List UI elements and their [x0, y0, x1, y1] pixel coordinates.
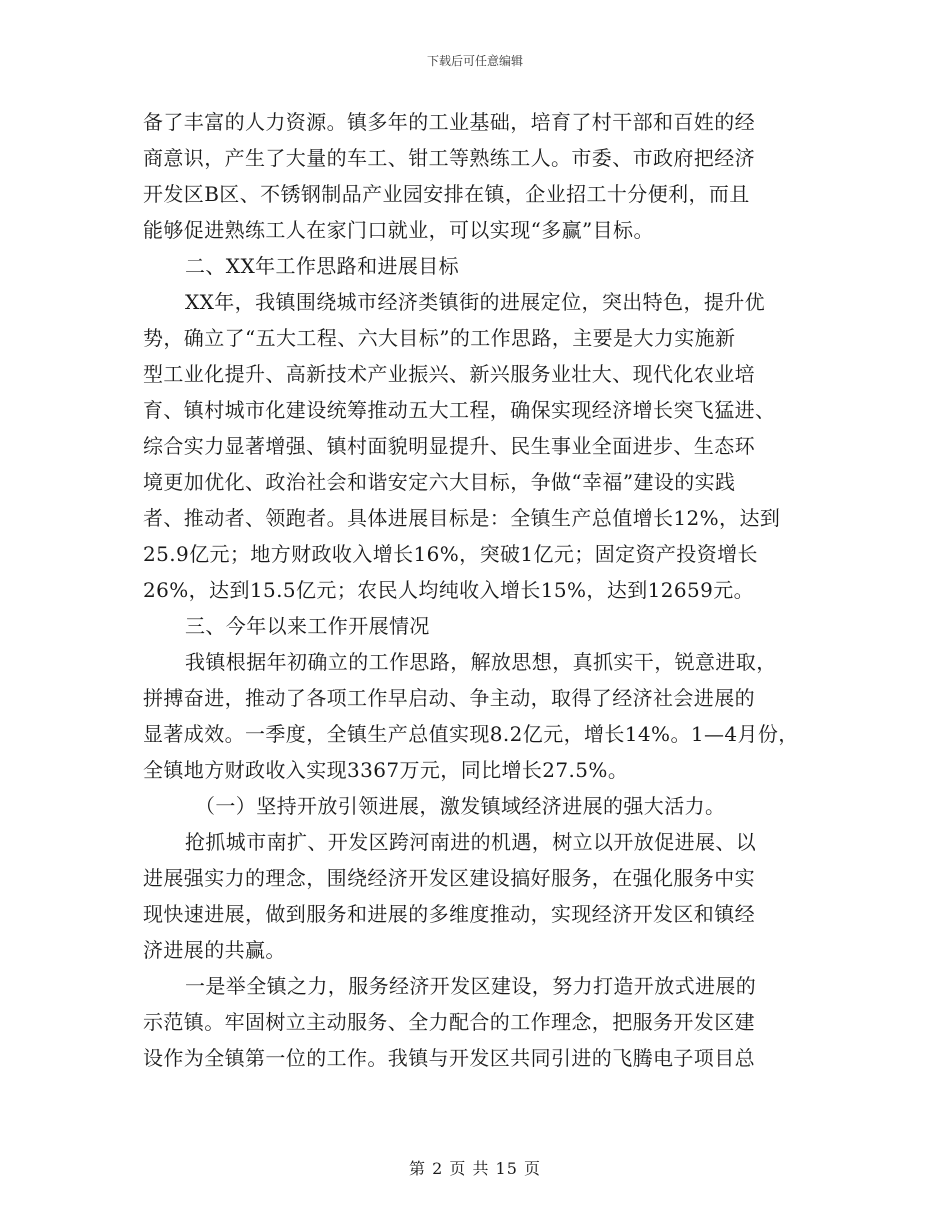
text-line: 开发区B区、不锈钢制品产业园安排在镇，企业招工十分便利，而且 — [143, 182, 750, 206]
paragraph-start: 一是举全镇之力，服务经济开发区建设，努力打造开放式进展的 — [185, 974, 757, 998]
text-line: 示范镇。牢固树立主动服务、全力配合的工作理念，把服务开发区建 — [143, 1010, 755, 1034]
subsection-heading: （一）坚持开放引领进展，激发镇域经济进展的强大活力。 — [195, 794, 726, 818]
text-line: 26%，达到15.5亿元；农民人均纯收入增长15%，达到12659元。 — [143, 578, 755, 602]
text-line: 显著成效。一季度，全镇生产总值实现8.2亿元，增长14%。1—4月份， — [143, 722, 799, 746]
text-line: 备了丰富的人力资源。镇多年的工业基础，培育了村干部和百姓的经 — [143, 110, 755, 134]
page-header: 下载后可任意编辑 — [426, 54, 523, 68]
paragraph-start: 抢抓城市南扩、开发区跨河南进的机遇，树立以开放促进展、以 — [185, 830, 757, 854]
text-line: 济进展的共赢。 — [143, 938, 286, 962]
text-line: 进展强实力的理念，围绕经济开发区建设搞好服务，在强化服务中实 — [143, 866, 755, 890]
text-line: 境更加优化、政治社会和谐安定六大目标，争做“幸福”建设的实践 — [143, 470, 736, 494]
paragraph-start: XX年，我镇围绕城市经济类镇街的进展定位，突出特色，提升优 — [185, 290, 766, 314]
text-line: 育、镇村城市化建设统筹推动五大工程，确保实现经济增长突飞猛进、 — [143, 398, 776, 422]
text-line: 拼搏奋进，推动了各项工作早启动、争主动，取得了经济社会进展的 — [143, 686, 755, 710]
text-line: 25.9亿元；地方财政收入增长16%，突破1亿元；固定资产投资增长 — [143, 542, 758, 566]
document-body — [143, 104, 833, 1076]
text-line: 设作为全镇第一位的工作。我镇与开发区共同引进的飞腾电子项目总 — [143, 1046, 755, 1070]
text-line: 能够促进熟练工人在家门口就业，可以实现“多赢”目标。 — [143, 218, 654, 242]
text-line: 型工业化提升、高新技术产业振兴、新兴服务业壮大、现代化农业培 — [143, 362, 755, 386]
text-line: 全镇地方财政收入实现3367万元，同比增长27.5%。 — [143, 758, 629, 782]
section-heading: 二、XX年工作思路和进展目标 — [185, 254, 460, 278]
section-heading: 三、今年以来工作开展情况 — [185, 614, 430, 638]
text-line: 势，确立了“五大工程、六大目标”的工作思路，主要是大力实施新 — [143, 326, 736, 350]
text-line: 商意识，产生了大量的车工、钳工等熟练工人。市委、市政府把经济 — [143, 146, 755, 170]
text-line: 现快速进展，做到服务和进展的多维度推动，实现经济开发区和镇经 — [143, 902, 755, 926]
page-number-footer: 第 2 页 共 15 页 — [409, 1159, 541, 1178]
text-line: 综合实力显著增强、镇村面貌明显提升、民生事业全面进步、生态环 — [143, 434, 755, 458]
text-line: 者、推动者、领跑者。具体进展目标是：全镇生产总值增长12%，达到 — [143, 506, 781, 530]
paragraph-start: 我镇根据年初确立的工作思路，解放思想，真抓实干，锐意进取， — [185, 650, 777, 674]
